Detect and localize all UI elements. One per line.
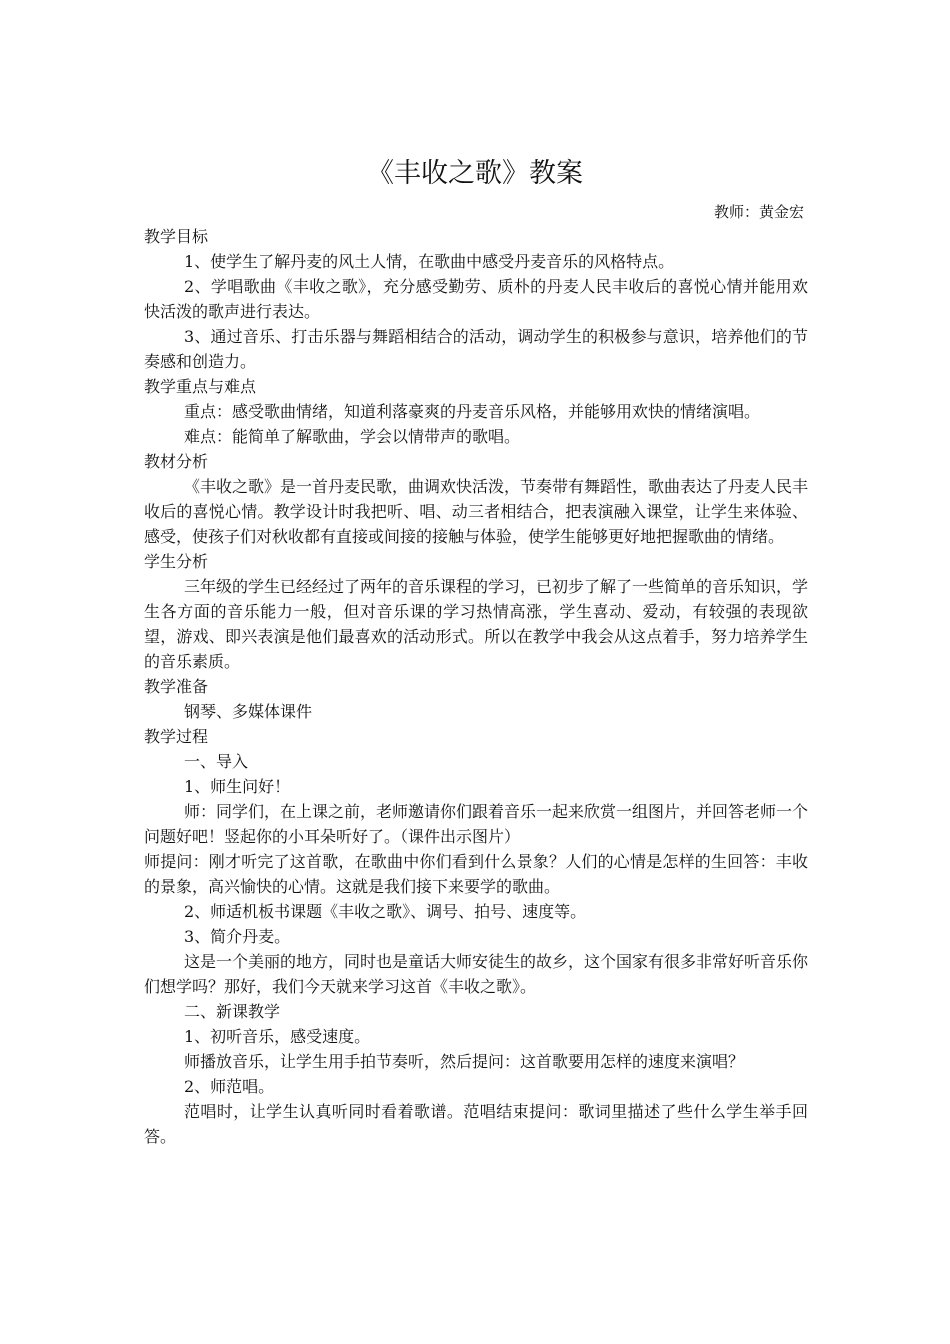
- document-title: 《丰收之歌》教案: [367, 158, 583, 189]
- paragraph: 1、初听音乐，感受速度。: [184, 1027, 371, 1046]
- paragraph: 2、师适机板书课题《丰收之歌》、调号、拍号、速度等。: [184, 902, 587, 921]
- section-heading: 教材分析: [144, 452, 209, 471]
- paragraph: 3、通过音乐、打击乐器与舞蹈相结合的活动，调动学生的积极参与意识，培养他们的节奏感和创造力。: [144, 327, 808, 371]
- paragraph: 1、师生问好！: [184, 777, 291, 796]
- paragraph: 师：同学们，在上课之前，老师邀请你们跟着音乐一起来欣赏一组图片，并回答老师一个问题好吧！竖起你的小耳朵听好了。（课件出示图片）: [144, 802, 809, 846]
- document-body: [144, 224, 808, 1149]
- paragraph: 师提问：刚才听完了这首歌，在歌曲中你们看到什么景象？人们的心情是怎样的生回答：丰收的景象，高兴愉快的心情。这就是我们接下来要学的歌曲。: [144, 852, 808, 896]
- paragraph: 钢琴、多媒体课件: [184, 702, 313, 721]
- paragraph: 一、导入: [184, 752, 249, 771]
- section-heading: 教学重点与难点: [144, 377, 257, 396]
- paragraph: 师播放音乐，让学生用手拍节奏听，然后提问：这首歌要用怎样的速度来演唱？: [184, 1052, 745, 1071]
- section-heading: 教学目标: [144, 227, 209, 246]
- paragraph: 3、简介丹麦。: [184, 927, 291, 946]
- paragraph: 1、使学生了解丹麦的风土人情，在歌曲中感受丹麦音乐的风格特点。: [184, 252, 675, 271]
- paragraph: 难点：能简单了解歌曲，学会以情带声的歌唱。: [184, 427, 521, 446]
- paragraph: 这是一个美丽的地方，同时也是童话大师安徒生的故乡，这个国家有很多非常好听音乐你们想学吗？那好，我们今天就来学习这首《丰收之歌》。: [144, 952, 809, 996]
- teacher-name: 教师：黄金宏: [713, 203, 804, 221]
- paragraph: 2、学唱歌曲《丰收之歌》，充分感受勤劳、质朴的丹麦人民丰收后的喜悦心情并能用欢快活泼的歌声进行表达。: [144, 277, 808, 321]
- paragraph: 范唱时，让学生认真听同时看着歌谱。范唱结束提问：歌词里描述了些什么学生举手回答。: [144, 1102, 808, 1146]
- paragraph: 二、新课教学: [184, 1002, 281, 1021]
- paragraph: 重点：感受歌曲情绪，知道利落豪爽的丹麦音乐风格，并能够用欢快的情绪演唱。: [184, 402, 761, 421]
- paragraph: 2、师范唱。: [184, 1077, 275, 1096]
- paragraph: 三年级的学生已经经过了两年的音乐课程的学习，已初步了解了一些简单的音乐知识，学生各方面的音乐能力一般，但对音乐课的学习热情高涨，学生喜动、爱动，有较强的表现欲望，游戏、即兴表演是他们最喜欢的活动形式。所以在教学中我会从这点着手，努力培养学生的音乐素质。: [144, 577, 809, 671]
- paragraph: 《丰收之歌》是一首丹麦民歌，曲调欢快活泼，节奏带有舞蹈性，歌曲表达了丹麦人民丰收后的喜悦心情。教学设计时我把听、唱、动三者相结合，把表演融入课堂，让学生来体验、感受，使孩子们对秋收都有直接或间接的接触与体验，使学生能够更好地把握歌曲的情绪。: [144, 477, 809, 546]
- section-heading: 教学过程: [144, 727, 209, 746]
- section-heading: 学生分析: [144, 552, 209, 571]
- section-heading: 教学准备: [144, 677, 209, 696]
